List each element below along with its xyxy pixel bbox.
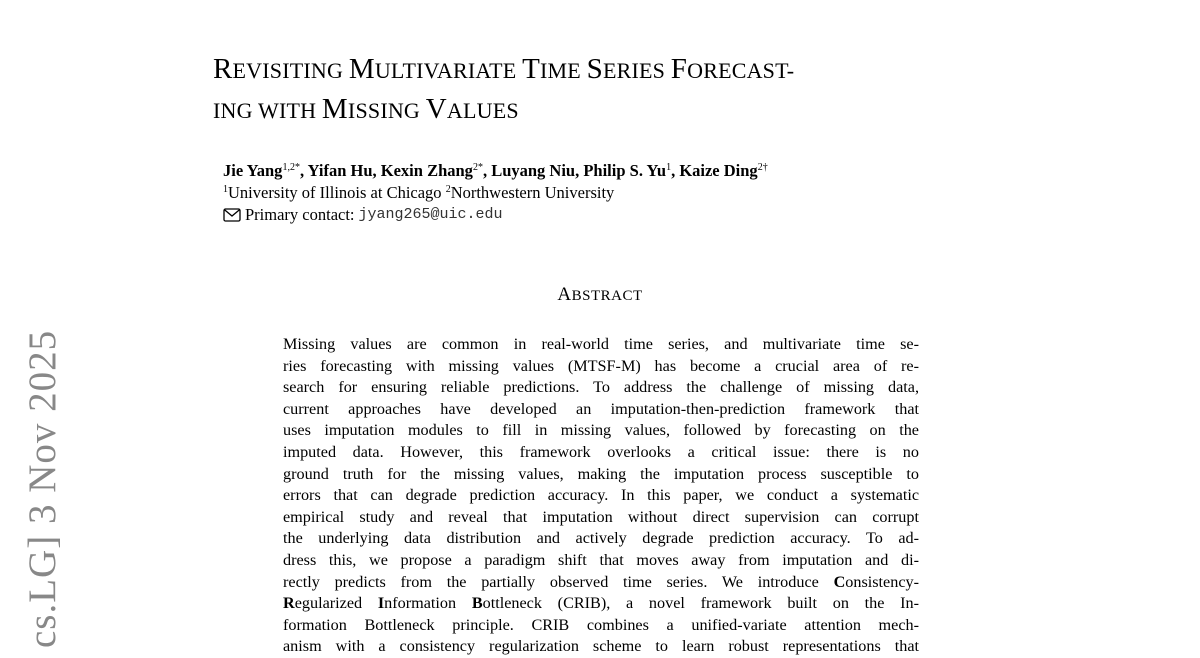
title-part: F	[670, 53, 688, 85]
title-part: EVISITING	[232, 58, 349, 83]
affiliation-sup: 2	[445, 184, 451, 195]
abstract-line: empirical study and reveal that imputation without direct supervision can corrupt	[283, 507, 919, 526]
author-name: Luyang Niu, Philip S. Yu	[491, 161, 667, 180]
affiliation-sup: 1	[666, 162, 672, 173]
abstract-line: dress this, we propose a paradigm shift that moves away from imputation and di-	[283, 550, 919, 569]
heading-part: A	[557, 284, 572, 305]
affiliation-name: Northwestern University	[450, 183, 615, 202]
abstract-body	[283, 334, 919, 658]
title-part: ERIES	[602, 58, 671, 83]
affiliation-sup: 2	[472, 162, 478, 173]
abstract-text: nformation	[384, 594, 472, 613]
author-name: Kaize Ding	[679, 161, 758, 180]
title-part: S	[586, 53, 603, 85]
title-part: M	[321, 93, 348, 125]
author-name: Yifan Hu, Kexin Zhang	[307, 161, 473, 180]
bold-initial: C	[833, 572, 846, 591]
affiliation-name: University of Illinois at Chicago	[228, 183, 446, 202]
abstract-heading	[0, 284, 1200, 306]
abstract-line: ground truth for the missing values, making the imputation process susceptible to	[283, 464, 919, 483]
title-part: M	[348, 53, 375, 85]
arxiv-stamp: cs.LG] 3 Nov 2025	[21, 329, 64, 648]
envelope-icon	[223, 208, 241, 222]
title-part: R	[213, 53, 233, 85]
abstract-line: search for ensuring reliable predictions. To address the challenge of missing data,	[283, 378, 919, 397]
heading-part: BSTRACT	[571, 288, 643, 304]
title-part: T	[522, 53, 540, 85]
author-name: Jie Yang	[223, 161, 283, 180]
equal-contrib-mark: *	[477, 162, 483, 173]
title-part: IME	[539, 58, 587, 83]
author-names: Jie Yang$^{1,2*}$, Yifan Hu, Kexin Zhang$^{2*}$, Luyang Niu, Philip S. Yu$^1$, Kaize Ding$^{2\dagger}$	[223, 161, 768, 180]
abstract-line: the underlying data distribution and actively degrade prediction accuracy. To ad-	[283, 529, 919, 548]
abstract-line: imputed data. However, this framework overlooks a critical issue: there is no	[283, 442, 919, 461]
title-part: ULTIVARIATE	[374, 58, 523, 83]
abstract-line: errors that can degrade prediction accuracy. In this paper, we conduct a systematic	[283, 486, 919, 505]
bold-initial: I	[377, 594, 385, 613]
author-block	[223, 160, 1123, 226]
contact-line	[223, 204, 1123, 226]
abstract-line: Missing values are common in real-world time series, and multivariate time se-	[283, 335, 919, 353]
affiliation-sup: 1,2	[282, 162, 295, 173]
abstract-line: uses imputation modules to fill in missing values, followed by forecasting on the	[283, 421, 919, 440]
abstract-line: ries forecasting with missing values (MTSF-M) has become a crucial area of re-	[283, 356, 919, 375]
abstract-text: egularized	[294, 594, 378, 613]
abstract-line: formation Bottleneck principle. CRIB combines a unified-variate attention mech-	[283, 615, 919, 634]
bold-initial: R	[283, 594, 295, 613]
affiliation-sup: 1	[223, 184, 228, 195]
title-part: ORECAST-	[687, 58, 795, 83]
abstract-line: current approaches have developed an imputation-then-prediction framework that	[283, 399, 919, 418]
affiliation-sup: 2†	[757, 162, 768, 173]
affiliations	[223, 182, 1123, 204]
title-part: ALUES	[446, 98, 519, 123]
abstract-line: rectly predicts from the partially observed time series. We introduce Consistency-	[283, 572, 919, 591]
bold-initial: B	[471, 594, 483, 613]
contact-email-link[interactable]: jyang265@uic.edu	[358, 206, 503, 223]
abstract-line: anism with a consistency regularization scheme to learn robust representations that	[283, 637, 919, 656]
paper-title	[213, 50, 1013, 130]
abstract-line	[283, 593, 919, 615]
title-part: V	[425, 93, 447, 125]
title-part: ING WITH	[213, 98, 322, 123]
equal-contrib-mark: *	[294, 162, 300, 173]
title-part: ISSING	[347, 98, 426, 123]
abstract-text: ottleneck (CRIB), a novel framework built on the In-	[482, 594, 920, 613]
contact-label: Primary contact:	[245, 205, 355, 224]
